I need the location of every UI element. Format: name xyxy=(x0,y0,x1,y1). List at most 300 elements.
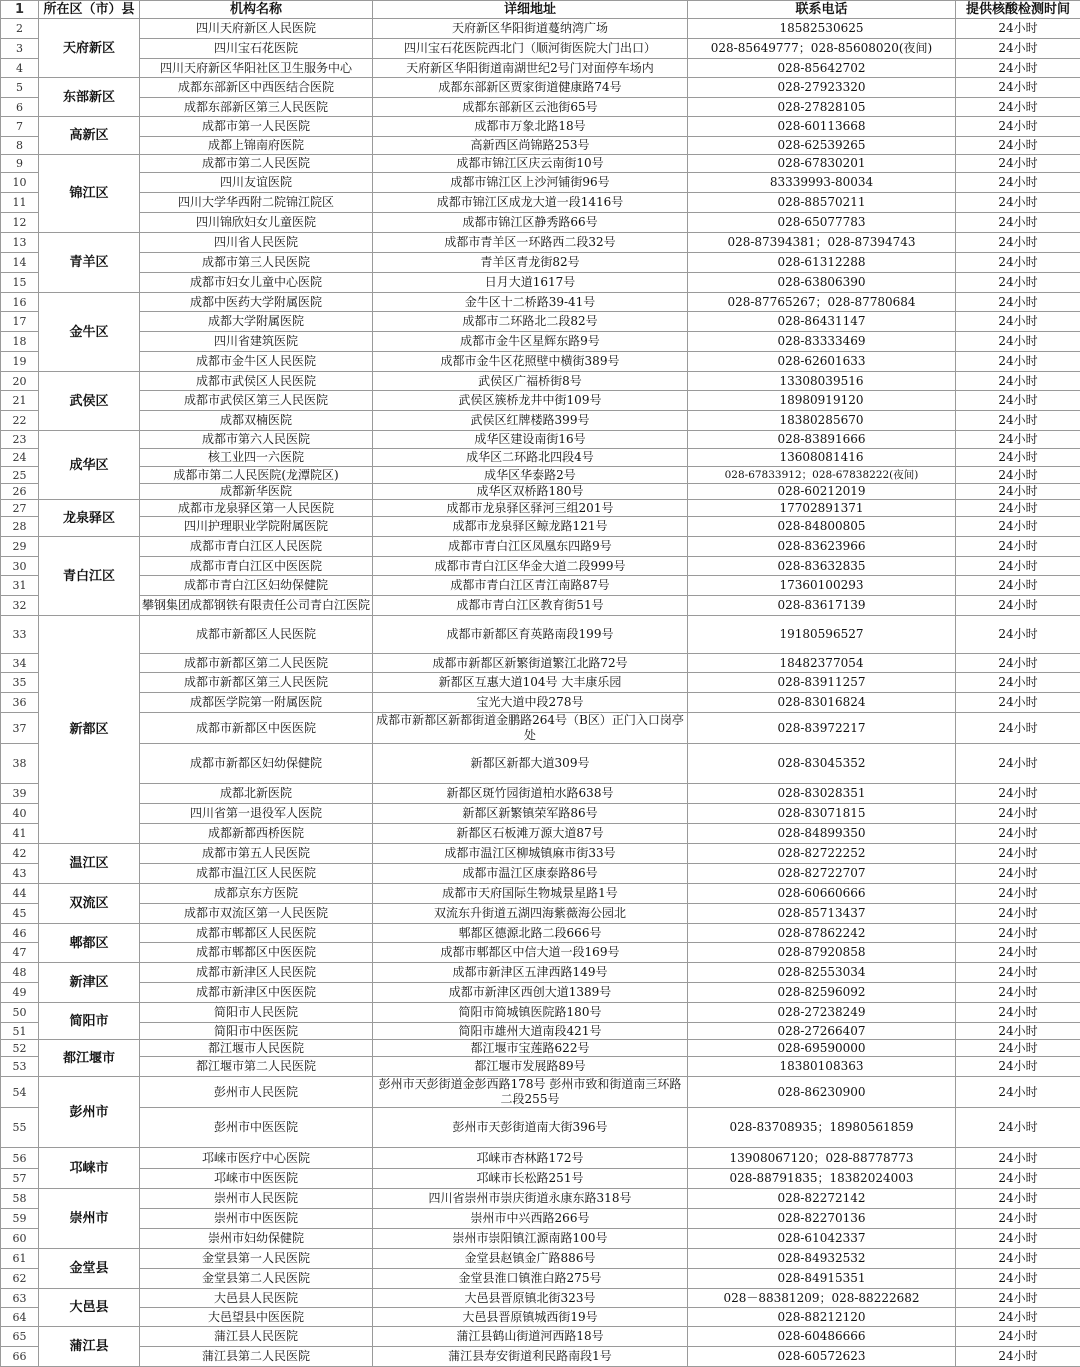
address-cell: 彭州市天彭街道金彭西路178号 彭州市致和街道南三环路二段255号 xyxy=(373,1077,688,1108)
phone-cell: 028-83071815 xyxy=(688,804,956,824)
hours-cell: 24小时 xyxy=(956,864,1080,884)
table-row xyxy=(1,924,1080,943)
table-row xyxy=(1,1189,1080,1209)
table-row xyxy=(1,233,1080,253)
district-cell: 温江区 xyxy=(39,844,140,884)
row-number: 9 xyxy=(1,155,39,173)
row-number: 35 xyxy=(1,673,39,693)
address-cell: 高新西区尚锦路253号 xyxy=(373,137,688,155)
row-number: 23 xyxy=(1,431,39,449)
hours-cell: 24小时 xyxy=(956,155,1080,173)
row-number: 43 xyxy=(1,864,39,884)
table-row xyxy=(1,804,1080,824)
table-row xyxy=(1,312,1080,332)
table-row xyxy=(1,1057,1080,1077)
address-cell: 成都市二环路北二段82号 xyxy=(373,312,688,332)
district-cell: 郫都区 xyxy=(39,924,140,963)
phone-cell: 028-82722707 xyxy=(688,864,956,884)
address-cell: 成都市新都区育英路南段199号 xyxy=(373,616,688,654)
phone-cell: 19180596527 xyxy=(688,616,956,654)
institution-name: 都江堰市人民医院 xyxy=(140,1040,373,1057)
institution-name: 四川天府新区华阳社区卫生服务中心 xyxy=(140,59,373,78)
address-column-header: 详细地址 xyxy=(373,1,688,19)
address-cell: 新都区斑竹园街道柏水路638号 xyxy=(373,784,688,804)
hours-cell: 24小时 xyxy=(956,1327,1080,1347)
hours-cell: 24小时 xyxy=(956,1209,1080,1229)
address-cell: 金堂县淮口镇淮白路275号 xyxy=(373,1269,688,1289)
hours-cell: 24小时 xyxy=(956,576,1080,596)
hours-cell: 24小时 xyxy=(956,963,1080,983)
phone-cell: 028-27238249 xyxy=(688,1003,956,1023)
row-number: 64 xyxy=(1,1308,39,1327)
institution-name: 成都市武侯区人民医院 xyxy=(140,372,373,391)
row-number: 38 xyxy=(1,744,39,784)
table-row xyxy=(1,844,1080,864)
row-number: 2 xyxy=(1,19,39,39)
table-row xyxy=(1,1003,1080,1023)
address-cell: 郫都区德源北路二段666号 xyxy=(373,924,688,943)
district-cell: 大邑县 xyxy=(39,1289,140,1327)
institution-name: 成都东部新区第三人民医院 xyxy=(140,98,373,117)
table-row xyxy=(1,1289,1080,1308)
table-row xyxy=(1,431,1080,449)
row-number: 34 xyxy=(1,654,39,673)
row-number: 20 xyxy=(1,372,39,391)
row-number: 49 xyxy=(1,983,39,1003)
address-cell: 成都市龙泉驿区驿河三组201号 xyxy=(373,500,688,517)
table-row xyxy=(1,213,1080,233)
row-number: 40 xyxy=(1,804,39,824)
row-number: 10 xyxy=(1,173,39,193)
table-row xyxy=(1,537,1080,557)
row-number: 61 xyxy=(1,1249,39,1269)
institution-name: 四川大学华西附二院锦江院区 xyxy=(140,193,373,213)
phone-cell: 18482377054 xyxy=(688,654,956,673)
hours-cell: 24小时 xyxy=(956,312,1080,332)
phone-cell: 028-82553034 xyxy=(688,963,956,983)
name-column-header: 机构名称 xyxy=(140,1,373,19)
row-number: 1 xyxy=(1,1,39,19)
address-cell: 青羊区青龙街82号 xyxy=(373,253,688,273)
row-number: 39 xyxy=(1,784,39,804)
table-row xyxy=(1,1148,1080,1169)
institution-name: 简阳市人民医院 xyxy=(140,1003,373,1023)
table-row xyxy=(1,1077,1080,1108)
table-row xyxy=(1,293,1080,312)
institution-name: 成都市武侯区第三人民医院 xyxy=(140,391,373,411)
address-cell: 成都市新都区新都街道金鹏路264号（B区）正门入口岗亭处 xyxy=(373,713,688,744)
hours-cell: 24小时 xyxy=(956,39,1080,59)
address-cell: 成都市青白江区凤凰东四路9号 xyxy=(373,537,688,557)
table-row xyxy=(1,784,1080,804)
institution-name: 四川天府新区人民医院 xyxy=(140,19,373,39)
institution-name: 成都新华医院 xyxy=(140,484,373,500)
address-cell: 成都市新都区新繁街道繁江北路72号 xyxy=(373,654,688,673)
table-row xyxy=(1,1327,1080,1347)
table-row xyxy=(1,673,1080,693)
district-cell: 新都区 xyxy=(39,616,140,844)
hours-cell: 24小时 xyxy=(956,1057,1080,1077)
phone-cell: 028-62539265 xyxy=(688,137,956,155)
row-number: 21 xyxy=(1,391,39,411)
phone-cell: 028-84899350 xyxy=(688,824,956,844)
phone-cell: 028-83028351 xyxy=(688,784,956,804)
address-cell: 蒲江县寿安街道利民路南段1号 xyxy=(373,1347,688,1367)
hours-cell: 24小时 xyxy=(956,1003,1080,1023)
row-number: 17 xyxy=(1,312,39,332)
phone-cell: 028-67833912；028-67838222(夜间) xyxy=(688,467,956,484)
phone-cell: 028-87765267；028-87780684 xyxy=(688,293,956,312)
table-row xyxy=(1,1347,1080,1367)
table-row xyxy=(1,1108,1080,1148)
phone-cell: 028-83972217 xyxy=(688,713,956,744)
table-row xyxy=(1,500,1080,517)
row-number: 25 xyxy=(1,467,39,484)
hours-cell: 24小时 xyxy=(956,59,1080,78)
hours-cell: 24小时 xyxy=(956,1308,1080,1327)
row-number: 47 xyxy=(1,943,39,963)
table-row xyxy=(1,98,1080,117)
phone-cell: 028-61042337 xyxy=(688,1229,956,1249)
hours-cell: 24小时 xyxy=(956,804,1080,824)
hours-cell: 24小时 xyxy=(956,1169,1080,1189)
hours-cell: 24小时 xyxy=(956,1347,1080,1367)
address-cell: 双流东升街道五湖四海紫薇海公园北 xyxy=(373,904,688,924)
hours-cell: 24小时 xyxy=(956,173,1080,193)
hours-cell: 24小时 xyxy=(956,596,1080,616)
hours-cell: 24小时 xyxy=(956,693,1080,713)
institution-name: 成都市金牛区人民医院 xyxy=(140,352,373,372)
phone-cell: 028-67830201 xyxy=(688,155,956,173)
hours-cell: 24小时 xyxy=(956,193,1080,213)
institution-name: 成都市龙泉驿区第一人民医院 xyxy=(140,500,373,517)
hours-cell: 24小时 xyxy=(956,517,1080,537)
row-number: 37 xyxy=(1,713,39,744)
district-cell: 彭州市 xyxy=(39,1077,140,1148)
institution-name: 成都市新津区中医医院 xyxy=(140,983,373,1003)
hours-cell: 24小时 xyxy=(956,943,1080,963)
phone-cell: 028-82722252 xyxy=(688,844,956,864)
table-row xyxy=(1,391,1080,411)
row-number: 18 xyxy=(1,332,39,352)
row-number: 27 xyxy=(1,500,39,517)
row-number: 19 xyxy=(1,352,39,372)
hours-cell: 24小时 xyxy=(956,1148,1080,1169)
district-cell: 金堂县 xyxy=(39,1249,140,1289)
institution-name: 成都市新都区第二人民医院 xyxy=(140,654,373,673)
phone-cell: 028-84800805 xyxy=(688,517,956,537)
hours-cell: 24小时 xyxy=(956,824,1080,844)
phone-cell: 028-65077783 xyxy=(688,213,956,233)
row-number: 36 xyxy=(1,693,39,713)
district-cell: 金牛区 xyxy=(39,293,140,372)
phone-cell: 028-86431147 xyxy=(688,312,956,332)
address-cell: 成都市金牛区星辉东路9号 xyxy=(373,332,688,352)
phone-cell: 028-86230900 xyxy=(688,1077,956,1108)
row-number: 41 xyxy=(1,824,39,844)
address-cell: 成都市锦江区庆云南街10号 xyxy=(373,155,688,173)
district-column-header: 所在区（市）县 xyxy=(39,1,140,19)
phone-cell: 13308039516 xyxy=(688,372,956,391)
row-number: 16 xyxy=(1,293,39,312)
phone-column-header: 联系电话 xyxy=(688,1,956,19)
address-cell: 成华区建设南街16号 xyxy=(373,431,688,449)
institution-name: 成都市新都区人民医院 xyxy=(140,616,373,654)
institution-name: 崇州市中医医院 xyxy=(140,1209,373,1229)
phone-cell: 028-83911257 xyxy=(688,673,956,693)
institution-name: 崇州市妇幼保健院 xyxy=(140,1229,373,1249)
row-number: 13 xyxy=(1,233,39,253)
hours-cell: 24小时 xyxy=(956,431,1080,449)
hours-cell: 24小时 xyxy=(956,137,1080,155)
table-row xyxy=(1,193,1080,213)
phone-cell: 028-88570211 xyxy=(688,193,956,213)
hours-cell: 24小时 xyxy=(956,1289,1080,1308)
row-number: 15 xyxy=(1,273,39,293)
row-number: 51 xyxy=(1,1023,39,1040)
table-row xyxy=(1,253,1080,273)
address-cell: 新都区互惠大道104号 大丰康乐园 xyxy=(373,673,688,693)
institution-name: 大邑望县中医医院 xyxy=(140,1308,373,1327)
table-row xyxy=(1,273,1080,293)
hours-cell: 24小时 xyxy=(956,352,1080,372)
hours-cell: 24小时 xyxy=(956,98,1080,117)
row-number: 33 xyxy=(1,616,39,654)
institution-name: 成都市第五人民医院 xyxy=(140,844,373,864)
phone-cell: 028-87394381；028-87394743 xyxy=(688,233,956,253)
hours-cell: 24小时 xyxy=(956,411,1080,431)
table-row xyxy=(1,943,1080,963)
hours-cell: 24小时 xyxy=(956,673,1080,693)
phone-cell: 028-82596092 xyxy=(688,983,956,1003)
address-cell: 成都市龙泉驿区鲸龙路121号 xyxy=(373,517,688,537)
institution-name: 金堂县第二人民医院 xyxy=(140,1269,373,1289)
address-cell: 都江堰市宝莲路622号 xyxy=(373,1040,688,1057)
address-cell: 武侯区红牌楼路399号 xyxy=(373,411,688,431)
institution-name: 成都新都西桥医院 xyxy=(140,824,373,844)
phone-cell: 18380108363 xyxy=(688,1057,956,1077)
address-cell: 成华区二环路北四段4号 xyxy=(373,449,688,467)
phone-cell: 028-83333469 xyxy=(688,332,956,352)
row-number: 63 xyxy=(1,1289,39,1308)
hours-cell: 24小时 xyxy=(956,484,1080,500)
hours-cell: 24小时 xyxy=(956,924,1080,943)
row-number: 32 xyxy=(1,596,39,616)
row-number: 52 xyxy=(1,1040,39,1057)
institution-name: 邛崃市中医医院 xyxy=(140,1169,373,1189)
institution-name: 成都双楠医院 xyxy=(140,411,373,431)
table-row xyxy=(1,78,1080,98)
institution-name: 成都上锦南府医院 xyxy=(140,137,373,155)
hours-cell: 24小时 xyxy=(956,1229,1080,1249)
address-cell: 崇州市中兴西路266号 xyxy=(373,1209,688,1229)
institution-name: 成都市第六人民医院 xyxy=(140,431,373,449)
institution-name: 成都北新医院 xyxy=(140,784,373,804)
address-cell: 邛崃市杏林路172号 xyxy=(373,1148,688,1169)
phone-cell: 13608081416 xyxy=(688,449,956,467)
table-row xyxy=(1,19,1080,39)
row-number: 26 xyxy=(1,484,39,500)
district-cell: 崇州市 xyxy=(39,1189,140,1249)
hours-cell: 24小时 xyxy=(956,391,1080,411)
address-cell: 成都市锦江区成龙大道一段1416号 xyxy=(373,193,688,213)
row-number: 4 xyxy=(1,59,39,78)
institution-name: 金堂县第一人民医院 xyxy=(140,1249,373,1269)
row-number: 50 xyxy=(1,1003,39,1023)
row-number: 5 xyxy=(1,78,39,98)
table-row xyxy=(1,963,1080,983)
row-number: 3 xyxy=(1,39,39,59)
address-cell: 新都区新都大道309号 xyxy=(373,744,688,784)
row-number: 54 xyxy=(1,1077,39,1108)
institution-name: 四川友谊医院 xyxy=(140,173,373,193)
phone-cell: 028-27923320 xyxy=(688,78,956,98)
phone-cell: 028-85649777；028-85608020(夜间) xyxy=(688,39,956,59)
row-number: 56 xyxy=(1,1148,39,1169)
table-row xyxy=(1,713,1080,744)
address-cell: 成华区双桥路180号 xyxy=(373,484,688,500)
institution-name: 成都市第二人民医院 xyxy=(140,155,373,173)
table-row xyxy=(1,654,1080,673)
institution-name: 四川锦欣妇女儿童医院 xyxy=(140,213,373,233)
row-number: 42 xyxy=(1,844,39,864)
row-number: 46 xyxy=(1,924,39,943)
hours-cell: 24小时 xyxy=(956,713,1080,744)
institution-name: 成都市新都区中医医院 xyxy=(140,713,373,744)
address-cell: 成都市温江区柳城镇麻市街33号 xyxy=(373,844,688,864)
institution-name: 攀钢集团成都钢铁有限责任公司青白江医院 xyxy=(140,596,373,616)
row-number: 30 xyxy=(1,557,39,576)
address-cell: 成都市青白江区教育街51号 xyxy=(373,596,688,616)
table-row xyxy=(1,1209,1080,1229)
address-cell: 简阳市简城镇医院路180号 xyxy=(373,1003,688,1023)
row-number: 60 xyxy=(1,1229,39,1249)
district-cell: 武侯区 xyxy=(39,372,140,431)
institution-name: 简阳市中医医院 xyxy=(140,1023,373,1040)
row-number: 53 xyxy=(1,1057,39,1077)
hours-cell: 24小时 xyxy=(956,1077,1080,1108)
phone-cell: 028－88381209；028-88222682 xyxy=(688,1289,956,1308)
phone-cell: 028-83708935；18980561859 xyxy=(688,1108,956,1148)
district-cell: 东部新区 xyxy=(39,78,140,117)
hours-cell: 24小时 xyxy=(956,616,1080,654)
hours-cell: 24小时 xyxy=(956,1269,1080,1289)
phone-cell: 028-60486666 xyxy=(688,1327,956,1347)
row-number: 48 xyxy=(1,963,39,983)
table-row xyxy=(1,59,1080,78)
hours-cell: 24小时 xyxy=(956,784,1080,804)
table-row xyxy=(1,596,1080,616)
row-number: 65 xyxy=(1,1327,39,1347)
district-cell: 高新区 xyxy=(39,117,140,155)
phone-cell: 028-88791835；18382024003 xyxy=(688,1169,956,1189)
hours-cell: 24小时 xyxy=(956,117,1080,137)
table-row xyxy=(1,352,1080,372)
phone-cell: 028-85713437 xyxy=(688,904,956,924)
district-cell: 龙泉驿区 xyxy=(39,500,140,537)
table-row xyxy=(1,1229,1080,1249)
table-row xyxy=(1,449,1080,467)
phone-cell: 028-27828105 xyxy=(688,98,956,117)
table-row xyxy=(1,824,1080,844)
institution-name: 都江堰市第二人民医院 xyxy=(140,1057,373,1077)
row-number: 11 xyxy=(1,193,39,213)
institution-name: 四川护理职业学院附属医院 xyxy=(140,517,373,537)
table-row xyxy=(1,39,1080,59)
district-cell: 新津区 xyxy=(39,963,140,1003)
address-cell: 邛崃市长松路251号 xyxy=(373,1169,688,1189)
institution-name: 成都市第三人民医院 xyxy=(140,253,373,273)
address-cell: 天府新区华阳街道蔓纳湾广场 xyxy=(373,19,688,39)
institution-name: 邛崃市医疗中心医院 xyxy=(140,1148,373,1169)
row-number: 29 xyxy=(1,537,39,557)
row-number: 12 xyxy=(1,213,39,233)
phone-cell: 028-83045352 xyxy=(688,744,956,784)
hours-column-header: 提供核酸检测时间 xyxy=(956,1,1080,19)
address-cell: 成都东部新区贾家街道健康路74号 xyxy=(373,78,688,98)
district-cell: 青羊区 xyxy=(39,233,140,293)
phone-cell: 028-60113668 xyxy=(688,117,956,137)
row-number: 62 xyxy=(1,1269,39,1289)
hours-cell: 24小时 xyxy=(956,654,1080,673)
institution-name: 成都京东方医院 xyxy=(140,884,373,904)
hours-cell: 24小时 xyxy=(956,273,1080,293)
hours-cell: 24小时 xyxy=(956,372,1080,391)
table-row xyxy=(1,576,1080,596)
address-cell: 武侯区簇桥龙井中街109号 xyxy=(373,391,688,411)
table-row xyxy=(1,693,1080,713)
address-cell: 武侯区广福桥街8号 xyxy=(373,372,688,391)
row-number: 57 xyxy=(1,1169,39,1189)
district-cell: 天府新区 xyxy=(39,19,140,78)
phone-cell: 028-87862242 xyxy=(688,924,956,943)
institution-name: 蒲江县人民医院 xyxy=(140,1327,373,1347)
row-number: 28 xyxy=(1,517,39,537)
address-cell: 四川省崇州市崇庆街道永康东路318号 xyxy=(373,1189,688,1209)
row-number: 7 xyxy=(1,117,39,137)
institution-name: 四川省建筑医院 xyxy=(140,332,373,352)
table-row xyxy=(1,1040,1080,1057)
institution-name: 成都医学院第一附属医院 xyxy=(140,693,373,713)
institution-name: 成都市郫都区人民医院 xyxy=(140,924,373,943)
institution-name: 成都市新都区妇幼保健院 xyxy=(140,744,373,784)
phone-cell: 028-61312288 xyxy=(688,253,956,273)
institution-name: 成都东部新区中西医结合医院 xyxy=(140,78,373,98)
table-row xyxy=(1,372,1080,391)
hours-cell: 24小时 xyxy=(956,233,1080,253)
institution-name: 成都大学附属医院 xyxy=(140,312,373,332)
hours-cell: 24小时 xyxy=(956,213,1080,233)
table-row xyxy=(1,1169,1080,1189)
address-cell: 成都东部新区云池街65号 xyxy=(373,98,688,117)
table-row xyxy=(1,884,1080,904)
phone-cell: 17360100293 xyxy=(688,576,956,596)
address-cell: 天府新区华阳街道南湖世纪2号门对面停车场内 xyxy=(373,59,688,78)
institution-name: 四川省第一退役军人医院 xyxy=(140,804,373,824)
address-cell: 成都市青羊区一环路西二段32号 xyxy=(373,233,688,253)
institution-name: 彭州市中医医院 xyxy=(140,1108,373,1148)
institution-name: 核工业四一六医院 xyxy=(140,449,373,467)
address-cell: 成都市青白江区青江南路87号 xyxy=(373,576,688,596)
phone-cell: 028-87920858 xyxy=(688,943,956,963)
row-number: 14 xyxy=(1,253,39,273)
hours-cell: 24小时 xyxy=(956,904,1080,924)
address-cell: 成都市天府国际生物城景星路1号 xyxy=(373,884,688,904)
hours-cell: 24小时 xyxy=(956,1040,1080,1057)
phone-cell: 028-82270136 xyxy=(688,1209,956,1229)
hours-cell: 24小时 xyxy=(956,500,1080,517)
district-cell: 锦江区 xyxy=(39,155,140,233)
